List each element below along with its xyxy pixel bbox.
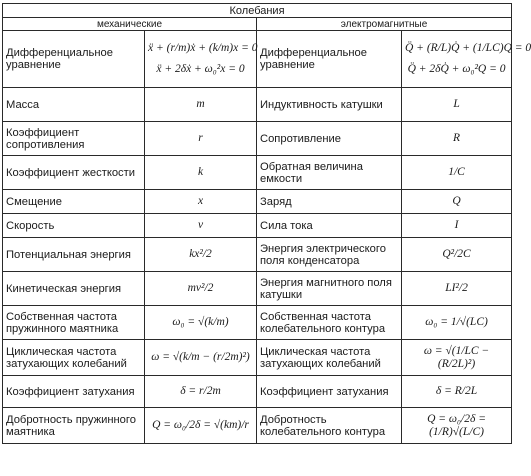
- column-group-row: [3, 18, 512, 31]
- mech-formula: r: [145, 122, 257, 156]
- mech-quantity-label: Потенциальная энергия: [3, 238, 145, 272]
- mech-formula: k: [145, 156, 257, 190]
- elec-formula: R: [402, 122, 512, 156]
- elec-quantity-label: Коэффициент затухания: [257, 376, 402, 408]
- oscillations-analogy-table: [2, 3, 531, 444]
- mech-formula: v: [145, 214, 257, 238]
- elec-quantity-label: Заряд: [257, 190, 402, 214]
- table-row: [3, 272, 512, 306]
- elec-formula: δ = R/2L: [402, 376, 512, 408]
- elec-quantity-label: Дифференциальное уравнение: [257, 31, 402, 88]
- electromagnetic-header: электромагнитные: [257, 18, 512, 31]
- elec-quantity-label: Индуктивность катушки: [257, 88, 402, 122]
- table-row: [3, 156, 512, 190]
- elec-formula: L: [402, 88, 512, 122]
- elec-formula: Q²/2C: [402, 238, 512, 272]
- mech-formula: x: [145, 190, 257, 214]
- table-row: [3, 190, 512, 214]
- elec-formula: LI²/2: [402, 272, 512, 306]
- elec-formula: I: [402, 214, 512, 238]
- table-row: [3, 340, 512, 376]
- elec-quantity-label: Циклическая частота затухающих колебаний: [257, 340, 402, 376]
- table-row: [3, 408, 512, 444]
- mech-quantity-label: Циклическая частота затухающих колебаний: [3, 340, 145, 376]
- mech-equation-line-2: ẍ + 2δẋ + ω₀²x = 0: [156, 63, 245, 75]
- mech-formula: m: [145, 88, 257, 122]
- mech-quantity-label: Коэффициент жесткости: [3, 156, 145, 190]
- mech-formula: [145, 31, 257, 88]
- elec-equation-line-1: Q̈ + (R/L)Q̇ + (1/LC)Q = 0: [405, 42, 531, 54]
- elec-formula: ω₀ = 1/√(LC): [402, 306, 512, 340]
- table-row: [3, 238, 512, 272]
- mech-formula: ω₀ = √(k/m): [145, 306, 257, 340]
- elec-formula: 1/C: [402, 156, 512, 190]
- oscillations-table-sheet: [2, 3, 531, 473]
- mech-quantity-label: Коэффициент сопротивления: [3, 122, 145, 156]
- elec-quantity-label: Обратная величина емкости: [257, 156, 402, 190]
- elec-formula: ω = √(1/LC − (R/2L)²): [402, 340, 512, 376]
- elec-quantity-label: Сила тока: [257, 214, 402, 238]
- mech-formula: kx²/2: [145, 238, 257, 272]
- table-row: [3, 214, 512, 238]
- elec-formula: Q = ω₀/2δ = (1/R)√(L/C): [402, 408, 512, 444]
- elec-formula: [402, 31, 531, 88]
- table-row: [3, 122, 512, 156]
- table-row: [3, 376, 512, 408]
- mech-quantity-label: Масса: [3, 88, 145, 122]
- elec-quantity-label: Добротность колебательного контура: [257, 408, 402, 444]
- mech-quantity-label: Добротность пружинного маятника: [3, 408, 145, 444]
- elec-formula: Q: [402, 190, 512, 214]
- mechanical-header: механические: [3, 18, 257, 31]
- mech-formula: δ = r/2m: [145, 376, 257, 408]
- table-row: [3, 306, 512, 340]
- mech-formula: mv²/2: [145, 272, 257, 306]
- mech-formula: ω = √(k/m − (r/2m)²): [145, 340, 257, 376]
- elec-quantity-label: Энергия электрического поля конденсатора: [257, 238, 402, 272]
- table-title-row: [3, 4, 512, 18]
- mech-quantity-label: Коэффициент затухания: [3, 376, 145, 408]
- table-row: [3, 88, 512, 122]
- mech-quantity-label: Собственная частота пружинного маятника: [3, 306, 145, 340]
- mech-formula: Q = ω₀/2δ = √(km)/r: [145, 408, 257, 444]
- mech-quantity-label: Скорость: [3, 214, 145, 238]
- elec-equation-line-2: Q̈ + 2δQ̇ + ω₀²Q = 0: [407, 63, 506, 75]
- mech-quantity-label: Дифференциальное уравнение: [3, 31, 145, 88]
- elec-quantity-label: Собственная частота колебательного контура: [257, 306, 402, 340]
- elec-quantity-label: Сопротивление: [257, 122, 402, 156]
- elec-quantity-label: Энергия магнитного поля катушки: [257, 272, 402, 306]
- mech-quantity-label: Смещение: [3, 190, 145, 214]
- mech-quantity-label: Кинетическая энергия: [3, 272, 145, 306]
- mech-equation-line-1: ẍ + (r/m)ẋ + (k/m)x = 0: [148, 42, 258, 54]
- table-row: [3, 31, 512, 88]
- table-title: Колебания: [3, 4, 512, 18]
